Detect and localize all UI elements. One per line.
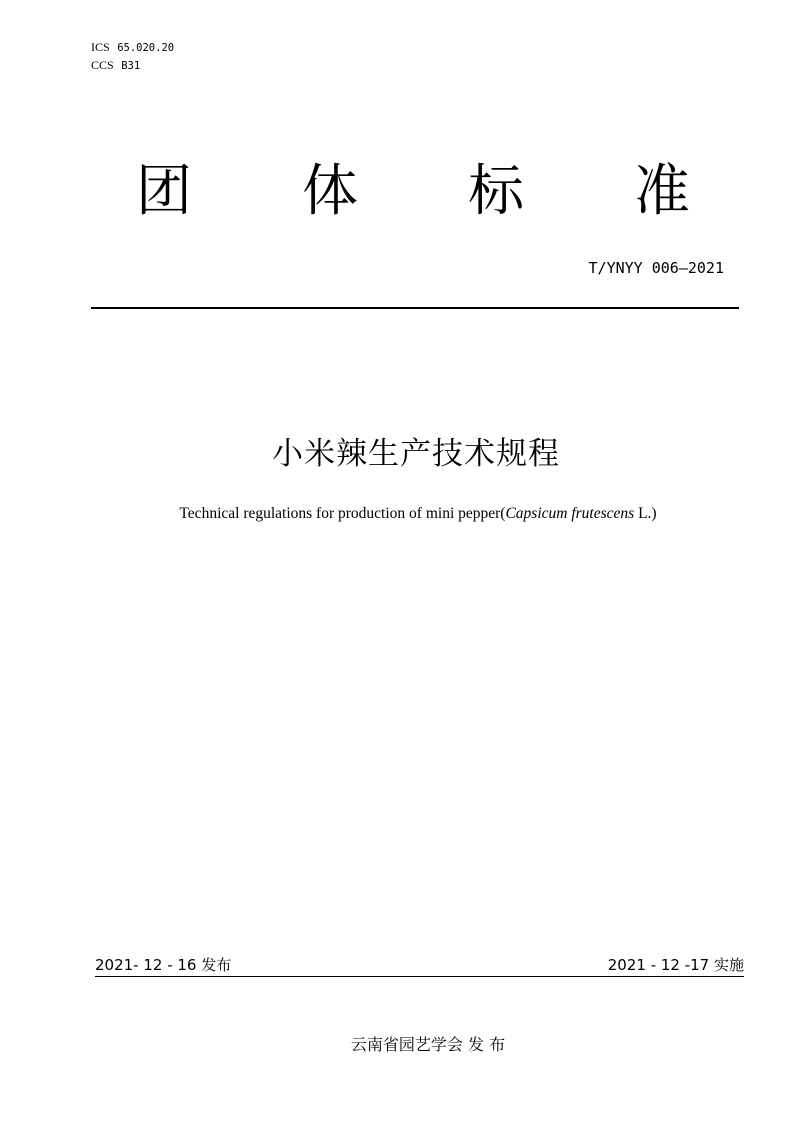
publisher: 云南省园艺学会 发 布 [350,1035,506,1054]
document-title-english [0,505,800,523]
standard-type-char-4: 准 [634,159,690,224]
title-english-species: Capsicum frutescens [505,505,635,522]
bottom-divider [95,976,744,977]
document-title-chinese: 小米辣生产技术规程 [272,436,560,472]
title-english-prefix: Technical regulations for production of mini pepper( [179,505,506,522]
title-english-suffix: L.) [634,505,657,522]
standard-type-char-1: 团 [136,159,192,224]
standard-type-char-2: 体 [302,159,358,224]
ccs-value: B31 [121,60,141,72]
ics-row [91,39,174,57]
implementation-date: 2021 - 12 -17 实施 [607,956,744,974]
ics-value: 65.020.20 [117,42,175,54]
ics-label: ICS [91,40,110,54]
ccs-label: CCS [91,58,114,72]
ccs-row [91,57,174,75]
standard-type-char-3: 标 [468,159,524,224]
issue-date: 2021- 12 - 16 发布 [95,956,232,974]
standard-number: T/YNYY 006—2021 [588,259,724,277]
classification-block [91,39,174,75]
top-divider [91,307,739,309]
